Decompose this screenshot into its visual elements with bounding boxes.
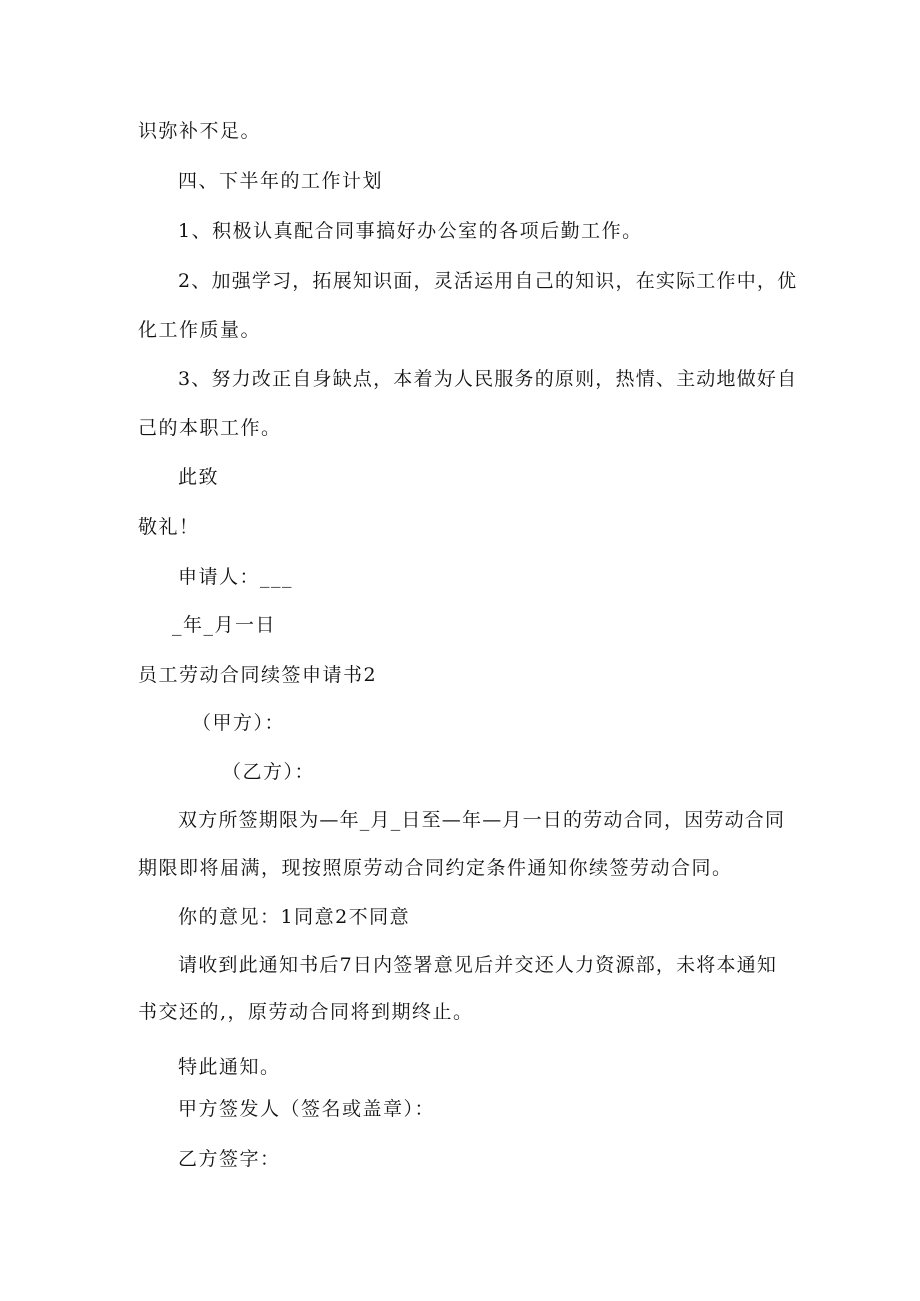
opinion-line: 你的意见：1同意2不同意: [178, 906, 411, 928]
document-title: 员工劳动合同续签申请书2: [138, 664, 378, 686]
party-b-line: （乙方）：: [222, 761, 316, 783]
signature-line-party-a: 甲方签发人（签名或盖章）：: [178, 1098, 436, 1120]
applicant-line: 申请人：___: [178, 566, 294, 588]
paragraph-line: 己的本职工作。: [138, 417, 282, 439]
notice-line: 特此通知。: [178, 1056, 281, 1078]
paragraph-line: 请收到此通知书后7日内签署意见后并交还人力资源部，未将本通知: [178, 954, 778, 976]
list-item: 3、努力改正自身缺点，本着为人民服务的原则，热情、主动地做好自: [178, 368, 798, 390]
salutation-line: 敬礼！: [138, 516, 200, 538]
list-item: 2、加强学习，拓展知识面，灵活运用自己的知识，在实际工作中，优: [178, 270, 798, 292]
section-heading: 四、下半年的工作计划: [178, 170, 384, 192]
paragraph-line: 识弥补不足。: [138, 120, 262, 142]
paragraph-line: 书交还的,，原劳动合同将到期终止。: [138, 1001, 474, 1023]
paragraph-line: 双方所签期限为—年_月_日至—年—月一日的劳动合同，因劳动合同: [178, 809, 786, 831]
paragraph-line: 期限即将届满，现按照原劳动合同约定条件通知你续签劳动合同。: [138, 857, 733, 879]
date-line: _年_月一日: [172, 614, 277, 636]
closing-line: 此致: [178, 466, 220, 488]
paragraph-line: 化工作质量。: [138, 319, 262, 341]
signature-line-party-b: 乙方签字：: [178, 1148, 281, 1170]
list-item: 1、积极认真配合同事搞好办公室的各项后勤工作。: [178, 220, 643, 242]
party-a-line: （甲方）：: [192, 712, 286, 734]
